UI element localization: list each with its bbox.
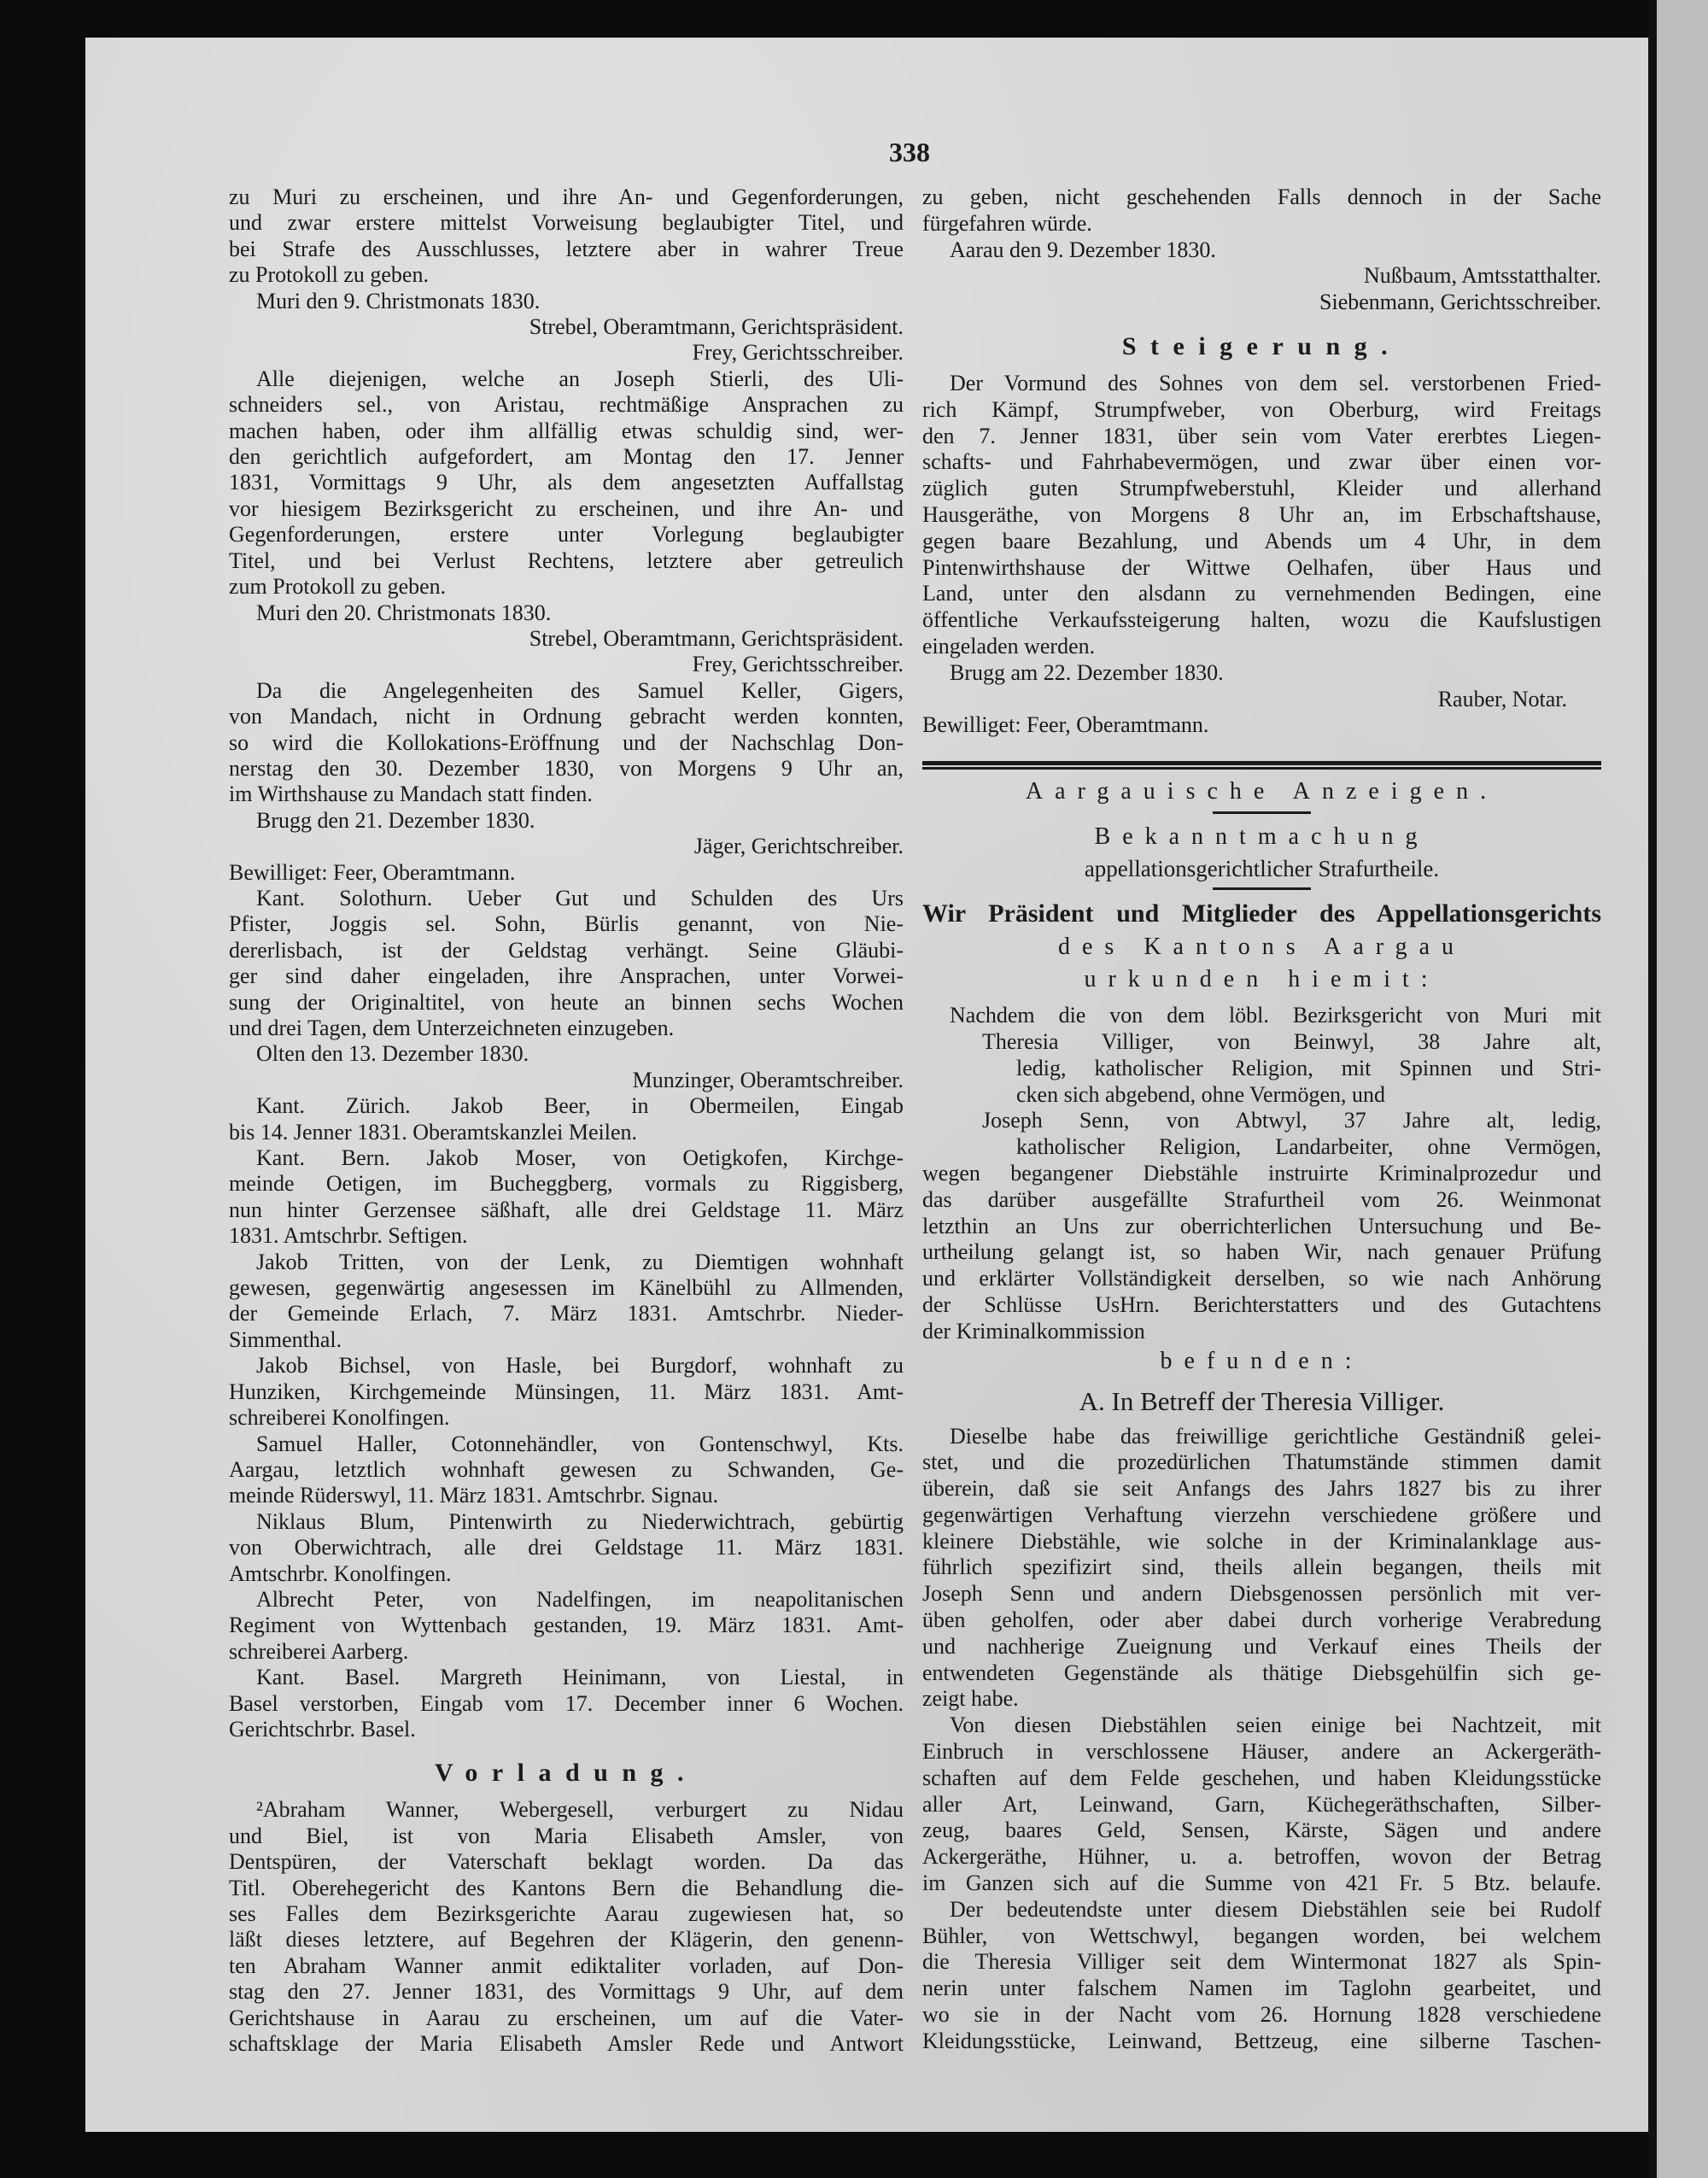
section-heading: befunden:: [1160, 1347, 1364, 1374]
text-line: überein, daß sie seit Anfangs des Jahrs 1827 bis zu ihrer: [922, 1476, 1601, 1502]
heading-divider: [1213, 811, 1311, 814]
text-line: nun hinter Gerzensee säßhaft, alle drei Geldstage 11. März: [229, 1197, 904, 1222]
text-line: Rauber, Notar.: [1437, 686, 1567, 711]
text-line: Von diesen Diebstählen seien einige bei Nachtzeit, mit: [950, 1713, 1601, 1738]
page-number: 338: [889, 137, 930, 167]
text-line: Land, unter den alsdann zu vernehmenden Bedingen, eine: [922, 581, 1601, 606]
text-line: zeigt habe.: [922, 1686, 1019, 1712]
text-line: führlich spezifizirt sind, theils allein begangen, theils mit: [922, 1554, 1601, 1580]
text-line: Gegenforderungen, erstere unter Vorlegung beglaubigter: [229, 522, 904, 547]
text-line: Titl. Oberehegericht des Kantons Bern die Behandlung die-: [229, 1875, 904, 1900]
heading-divider: [1213, 887, 1311, 890]
text-line: der Kriminalkommission: [922, 1318, 1145, 1344]
section-heading: urkunden hiemit:: [1084, 966, 1440, 993]
text-line: von Mandach, nicht in Ordnung gebracht werden konnten,: [229, 704, 904, 729]
text-line: züglich guten Strumpfweberstuhl, Kleider und allerhand: [922, 476, 1601, 501]
text-line: Joseph Senn und andern Diebsgenossen persönlich mit ver-: [922, 1581, 1601, 1607]
text-line: stag den 27. Jenner 1831, des Vormittags 9 Uhr, auf dem: [229, 1979, 904, 2005]
section-heading: Aargauische Anzeigen.: [1025, 778, 1499, 805]
text-line: Aarau den 9. Dezember 1830.: [950, 237, 1216, 262]
text-line: zum Protokoll zu geben.: [229, 574, 447, 600]
text-line: Strebel, Oberamtmann, Gerichtspräsident.: [529, 625, 904, 651]
text-line: Kant. Basel. Margreth Heinimann, von Liestal, in: [256, 1665, 904, 1690]
text-line: die Theresia Villiger seit dem Wintermonat 1827 als Spin-: [922, 1949, 1601, 1975]
text-line: Hunziken, Kirchgemeinde Münsingen, 11. März 1831. Amt-: [229, 1379, 904, 1404]
text-line: und Biel, ist von Maria Elisabeth Amsler, von: [229, 1823, 904, 1848]
text-line: Gerichtschrbr. Basel.: [229, 1716, 416, 1742]
text-line: läßt dieses letztere, auf Begehren der Klägerin, den genenn-: [229, 1927, 904, 1953]
text-line: zu geben, nicht geschehenden Falls dennoch in der Sache: [922, 184, 1601, 209]
text-line: rich Kämpf, Strumpfweber, von Oberburg, wird Freitags: [922, 396, 1601, 422]
text-line: Da die Angelegenheiten des Samuel Keller, Gigers,: [256, 677, 904, 703]
section-heading: Bekanntmachung: [1094, 823, 1430, 851]
text-line: Nußbaum, Amtsstatthalter.: [1363, 263, 1601, 289]
section-heading: appellationsgerichtlicher Strafurtheile.: [1084, 856, 1440, 882]
text-line: gegenwärtigen Verhaftung vierzehn verschiedene größere und: [922, 1502, 1601, 1527]
text-line: Muri den 20. Christmonats 1830.: [256, 600, 552, 625]
text-line: zu Muri zu erscheinen, und ihre An- und Gegenforderungen,: [229, 184, 904, 209]
text-line: Samuel Haller, Cotonnehändler, von Gontenschwyl, Kts.: [256, 1431, 904, 1456]
section-divider: [922, 761, 1601, 767]
text-line: so wird die Kollokations-Eröffnung und der Nachschlag Don-: [229, 729, 904, 755]
text-line: 1831. Amtschrbr. Seftigen.: [229, 1223, 468, 1249]
text-line: üben geholfen, oder aber dabei durch vorherige Verabredung: [922, 1607, 1601, 1633]
text-line: Simmenthal.: [229, 1326, 342, 1352]
page-gutter: [1648, 0, 1657, 2178]
section-heading: A. In Betreff der Theresia Villiger.: [1079, 1385, 1445, 1416]
text-line: ses Falles dem Bezirksgerichte Aarau zugewiesen hat, so: [229, 1901, 904, 1926]
text-line: bei Strafe des Ausschlusses, letztere aber in wahrer Treue: [229, 236, 904, 261]
section-heading: Wir Präsident und Mitglieder des Appellationsgerichts: [922, 899, 1601, 928]
text-line: den gerichtlich aufgefordert, am Montag den 17. Jenner: [229, 444, 904, 470]
text-line: 1831, Vormittags 9 Uhr, als dem angesetzten Auffallstag: [229, 470, 904, 495]
text-line: Olten den 13. Dezember 1830.: [256, 1041, 529, 1067]
text-line: cken sich abgebend, ohne Vermögen, und: [1016, 1081, 1386, 1107]
text-line: der Schlüsse UsHrn. Berichterstatters und des Gutachtens: [922, 1291, 1601, 1317]
text-line: Bühler, von Wettschwyl, begangen worden, bei welchem: [922, 1923, 1601, 1948]
text-line: Aargau, letztlich wohnhaft gewesen zu Schwanden, Ge-: [229, 1456, 904, 1482]
text-line: ²Abraham Wanner, Webergesell, verburgert zu Nidau: [256, 1797, 904, 1823]
section-heading: Vorladung.: [434, 1759, 699, 1788]
text-line: im Ganzen sich auf die Summe von 421 Fr. 5 Btz. belaufe.: [922, 1871, 1601, 1896]
text-line: Brugg am 22. Dezember 1830.: [950, 659, 1224, 685]
text-line: Der Vormund des Sohnes von dem sel. verstorbenen Fried-: [950, 370, 1601, 395]
text-line: Regiment von Wyttenbach gestanden, 19. März 1831. Amt-: [229, 1613, 904, 1638]
text-line: Bewilliget: Feer, Oberamtmann.: [922, 712, 1209, 738]
text-line: Einbruch in verschlossene Häuser, andere an Ackergeräth-: [922, 1739, 1601, 1765]
text-line: Frey, Gerichtsschreiber.: [692, 652, 904, 677]
text-line: Kant. Bern. Jakob Moser, von Oetigkofen, Kirchge-: [256, 1145, 904, 1171]
text-line: ledig, katholischer Religion, mit Spinnen und Stri-: [1016, 1055, 1601, 1080]
text-line: Strebel, Oberamtmann, Gerichtspräsident.: [529, 314, 904, 340]
text-line: und drei Tagen, dem Unterzeichneten einzugeben.: [229, 1016, 675, 1040]
text-line: Munzinger, Oberamtschreiber.: [632, 1067, 904, 1092]
text-line: Ackergeräthe, Hühner, u. a. betroffen, wovon der Betrag: [922, 1844, 1601, 1870]
text-line: Dentspüren, der Vaterschaft beklagt worden. Da das: [229, 1849, 904, 1875]
text-line: Alle diejenigen, welche an Joseph Stierli, des Uli-: [256, 366, 904, 391]
text-line: urtheilung gelangt ist, so haben Wir, nach genauer Prüfung: [922, 1239, 1601, 1265]
text-line: Amtschrbr. Konolfingen.: [229, 1560, 452, 1586]
text-line: sung der Originaltitel, von heute an binnen sechs Wochen: [229, 989, 904, 1015]
right-column: [922, 184, 1601, 2055]
text-line: Joseph Senn, von Abtwyl, 37 Jahre alt, ledig,: [982, 1108, 1601, 1133]
text-line: Albrecht Peter, von Nadelfingen, im neapolitanischen: [256, 1586, 904, 1612]
text-line: ten Abraham Wanner anmit ediktaliter vorladen, auf Don-: [229, 1953, 904, 1978]
text-line: schaften auf dem Felde geschehen, und haben Kleidungsstücke: [922, 1765, 1601, 1790]
section-heading: des Kantons Aargau: [1058, 934, 1465, 961]
text-line: machen haben, oder ihm allfällig etwas schuldig sind, wer-: [229, 418, 904, 443]
text-line: Kleidungsstücke, Leinwand, Bettzeug, eine silberne Taschen-: [922, 2028, 1601, 2053]
adjacent-page-edge: [1657, 0, 1708, 2178]
text-line: Bewilliget: Feer, Oberamtmann.: [229, 859, 516, 885]
text-line: wegen begangener Diebstähle instruirte Kriminalprozedur und: [922, 1160, 1601, 1186]
text-line: entwendeten Gegenstände als thätige Diebsgehülfin sich ge-: [922, 1660, 1601, 1685]
text-line: zu Protokoll zu geben.: [229, 262, 429, 288]
text-line: gewesen, gegenwärtig angesessen im Känelbühl zu Allmenden,: [229, 1275, 904, 1301]
text-line: Muri den 9. Christmonats 1830.: [256, 288, 541, 313]
text-line: Dieselbe habe das freiwillige gerichtliche Geständniß gelei-: [950, 1423, 1601, 1449]
text-line: schreiberei Aarberg.: [229, 1638, 409, 1664]
text-line: Kant. Zürich. Jakob Beer, in Obermeilen, Eingab: [256, 1093, 904, 1119]
text-line: und zwar erstere mittelst Vorweisung beglaubigter Titel, und: [229, 210, 904, 236]
text-line: schafts- und Fahrhabevermögen, und zwar über einen vor-: [922, 449, 1601, 475]
text-line: kleinere Diebstähle, wie solche in der Kriminalanklage aus-: [922, 1528, 1601, 1554]
text-line: Brugg den 21. Dezember 1830.: [256, 807, 535, 833]
text-line: Kant. Solothurn. Ueber Gut und Schulden des Urs: [256, 885, 904, 910]
text-line: und erklärter Vollständigkeit derselben, so wie nach Anhörung: [922, 1266, 1601, 1291]
text-line: von Oberwichtrach, alle drei Geldstage 11. März 1831.: [229, 1535, 904, 1560]
text-line: aller Art, Leinwand, Garn, Küchegeräthschaften, Silber-: [922, 1791, 1601, 1817]
text-line: Pfister, Joggis sel. Sohn, Bürlis genannt, von Nie-: [229, 911, 904, 937]
text-line: Titel, und bei Verlust Rechtens, letztere aber getreulich: [229, 547, 904, 573]
text-line: nerstag den 30. Dezember 1830, von Morgens 9 Uhr an,: [229, 755, 904, 781]
text-line: katholischer Religion, Landarbeiter, ohne Vermögen,: [1016, 1134, 1601, 1160]
text-line: gegen baare Bezahlung, und Abends um 4 Uhr, in dem: [922, 528, 1601, 553]
text-line: Jäger, Gerichtschreiber.: [693, 834, 904, 859]
text-line: dererlisbach, ist der Geldstag verhängt. Seine Gläubi-: [229, 937, 904, 963]
text-line: Gerichtshause in Aarau zu erscheinen, um auf die Vater-: [229, 2005, 904, 2030]
text-line: Hausgeräthe, von Morgens 8 Uhr an, im Erbschaftshause,: [922, 501, 1601, 527]
text-line: schaftsklage der Maria Elisabeth Amsler Rede und Antwort: [229, 2031, 904, 2057]
left-column: [229, 184, 904, 2057]
text-line: Siebenmann, Gerichtsschreiber.: [1319, 290, 1601, 315]
text-line: den 7. Jenner 1831, über sein vom Vater ererbtes Liegen-: [922, 423, 1601, 448]
text-line: das darüber ausgefällte Strafurtheil vom 26. Weinmonat: [922, 1186, 1601, 1212]
text-line: meinde Oetigen, im Bucheggberg, vormals zu Riggisberg,: [229, 1171, 904, 1197]
text-line: Jakob Tritten, von der Lenk, zu Diemtigen wohnhaft: [256, 1249, 904, 1274]
text-line: Nachdem die von dem löbl. Bezirksgericht von Muri mit: [950, 1003, 1601, 1028]
text-line: Niklaus Blum, Pintenwirth zu Niederwichtrach, gebürtig: [256, 1508, 904, 1534]
text-line: Jakob Bichsel, von Hasle, bei Burgdorf, wohnhaft zu: [256, 1353, 904, 1379]
text-line: vor hiesigem Bezirksgericht zu erscheinen, und ihre An- und: [229, 495, 904, 521]
text-line: ger sind daher eingeladen, ihre Ansprachen, unter Vorwei-: [229, 963, 904, 989]
text-line: öffentliche Verkaufssteigerung halten, wozu die Kaufslustigen: [922, 607, 1601, 633]
text-line: stet, und die prozedürlichen Thatumstände stimmen damit: [922, 1449, 1601, 1475]
text-line: Pintenwirthshause der Wittwe Oelhafen, über Haus und: [922, 554, 1601, 580]
text-line: schreiberei Konolfingen.: [229, 1405, 450, 1431]
text-line: schneiders sel., von Aristau, rechtmäßige Ansprachen zu: [229, 392, 904, 418]
text-line: letzthin an Uns zur oberrichterlichen Untersuchung und Be-: [922, 1213, 1601, 1238]
section-heading: Steigerung.: [1121, 331, 1402, 360]
text-line: Theresia Villiger, von Beinwyl, 38 Jahre alt,: [982, 1028, 1601, 1054]
text-line: Frey, Gerichtsschreiber.: [692, 340, 904, 366]
text-line: Der bedeutendste unter diesem Diebstählen seie bei Rudolf: [950, 1896, 1601, 1922]
text-line: zeug, baares Geld, Sensen, Kärste, Sägen und andere: [922, 1818, 1601, 1843]
text-line: wo sie in der Nacht vom 26. Hornung 1828 verschiedene: [922, 2002, 1601, 2028]
text-line: nerin unter falschem Namen im Taglohn gearbeitet, und: [922, 1976, 1601, 2001]
text-line: meinde Rüderswyl, 11. März 1831. Amtschrbr. Signau.: [229, 1483, 719, 1508]
text-line: fürgefahren würde.: [922, 210, 1092, 236]
text-line: bis 14. Jenner 1831. Oberamtskanzlei Meilen.: [229, 1119, 637, 1145]
text-line: im Wirthshause zu Mandach statt finden.: [229, 782, 593, 807]
text-line: und nachherige Zueignung und Verkauf eines Theils der: [922, 1633, 1601, 1659]
text-line: Basel verstorben, Eingab vom 17. December inner 6 Wochen.: [229, 1690, 904, 1716]
text-line: der Gemeinde Erlach, 7. März 1831. Amtschrbr. Nieder-: [229, 1301, 904, 1326]
text-line: eingeladen werden.: [922, 633, 1096, 659]
